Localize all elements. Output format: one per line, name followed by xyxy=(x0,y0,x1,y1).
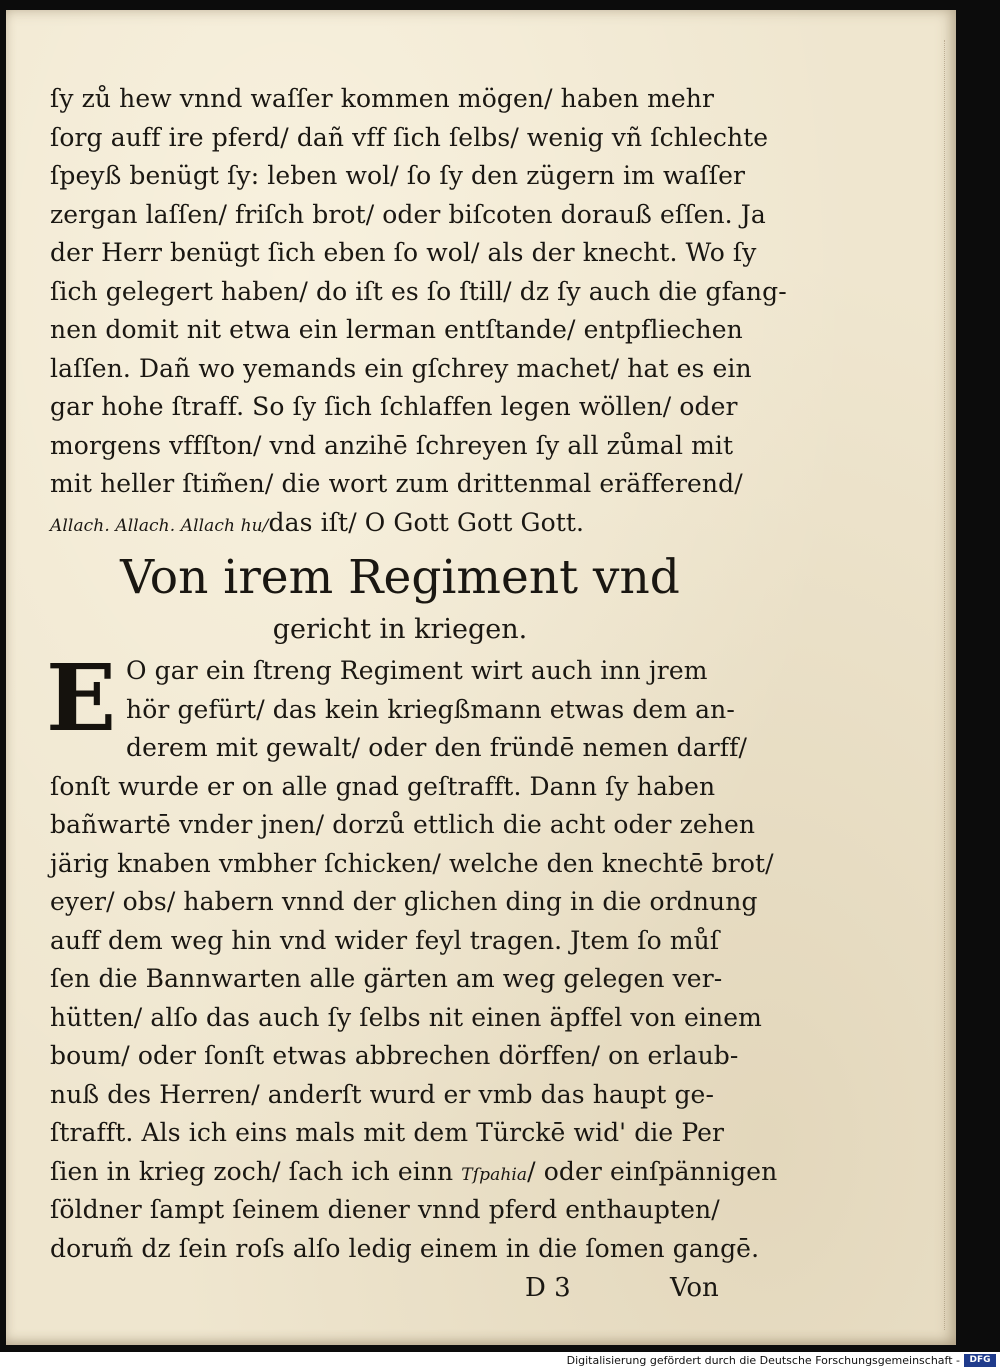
tspahia-term: Tſpahia xyxy=(461,1164,528,1185)
text-line: ſy zů hew vnnd waſſer kommen mögen/ haben mehr xyxy=(50,84,715,113)
book-page xyxy=(6,10,956,1345)
text-line: ſich gelegert haben/ do iſt es ſo ſtill/ dz ſy auch die gfang- xyxy=(50,276,787,306)
text-line: boum/ oder ſonſt etwas abbrechen dörffen/ on erlaub- xyxy=(50,1041,739,1070)
decorated-initial: E xyxy=(45,644,117,752)
text-line: ſtrafft. Als ich eins mals mit dem Türckē wid' die Per xyxy=(50,1118,725,1147)
text-line-final xyxy=(50,504,750,543)
funding-text: Digitalisierung gefördert durch die Deutsche Forschungsgemeinschaft - xyxy=(566,1354,960,1367)
dfg-logo-icon: DFG xyxy=(964,1354,996,1367)
text-line: zergan laſſen/ friſch brot/ oder biſcoten dorauß eſſen. Ja xyxy=(50,199,766,229)
text-line: hör gefürt/ das kein kriegßmann etwas dem an- xyxy=(126,694,735,724)
text-line: ſpeyß benügt ſy: leben wol/ ſo ſy den zügern im waſſer xyxy=(50,161,746,190)
text-line xyxy=(50,1153,778,1192)
text-line: bañwartē vnder jnen/ dorzů ettlich die acht oder zehen xyxy=(50,810,756,839)
section-heading: Von irem Regiment vnd xyxy=(120,550,680,605)
page-text xyxy=(45,80,787,1308)
catchword: Von xyxy=(670,1273,719,1303)
page-footer-marks xyxy=(50,1268,750,1308)
text-line: eyer/ obs/ habern vnnd der glichen ding in die ordnung xyxy=(50,887,758,916)
signature-mark: D 3 xyxy=(525,1273,571,1303)
text-fragment: das iſt/ O Gott Gott Gott. xyxy=(268,507,585,537)
section-subheading: gericht in kriegen. xyxy=(272,614,528,645)
text-line: auff dem weg hin vnd wider feyl tragen. Jtem ſo můſ xyxy=(50,925,720,955)
text-line: O gar ein ſtreng Regiment wirt auch inn jrem xyxy=(126,656,708,685)
text-line: ſöldner ſampt ſeinem diener vnnd pferd enthaupten/ xyxy=(50,1195,720,1224)
text-line: laſſen. Dañ wo yemands ein gſchrey machet/ hat es ein xyxy=(50,353,752,383)
text-line: ſen die Bannwarten alle gärten am weg gelegen ver- xyxy=(50,964,723,993)
paragraph-with-initial xyxy=(45,644,750,768)
text-line: dorum̃ dz ſein roſs alſo ledig einem in die ſomen gangē. xyxy=(50,1233,760,1263)
text-line: nen domit nit etwa ein lerman entſtande/ entpfliechen xyxy=(50,315,743,344)
text-line: der Herr benügt ſich eben ſo wol/ als der knecht. Wo ſy xyxy=(50,238,757,267)
page-edge xyxy=(944,40,949,1330)
text-line: morgens vffſton/ vnd anzihē ſchreyen ſy all zůmal mit xyxy=(50,430,734,460)
text-line: derem mit gewalt/ oder den fründē nemen darff/ xyxy=(126,733,747,762)
text-line: hütten/ alſo das auch ſy ſelbs nit einen äpffel von einem xyxy=(50,1002,762,1032)
text-fragment: ſien in krieg zoch/ ſach ich einn xyxy=(50,1156,454,1186)
funding-footer xyxy=(0,1352,1000,1369)
text-line: gar hohe ſtraff. So ſy ſich ſchlaffen legen wöllen/ oder xyxy=(50,392,738,421)
arabic-invocation: Allach. Allach. Allach hu/ xyxy=(50,515,269,536)
text-line: ſonſt wurde er on alle gnad geſtrafft. Dann ſy haben xyxy=(50,771,716,801)
text-line: järig knaben vmbher ſchicken/ welche den knechtē brot/ xyxy=(50,848,774,878)
text-line: ſorg auff ire pferd/ dañ vff ſich ſelbs/ wenig vñ ſchlechte xyxy=(50,122,769,152)
text-line: nuß des Herren/ anderſt wurd er vmb das haupt ge- xyxy=(50,1079,714,1109)
text-fragment: / oder einſpännigen xyxy=(527,1156,778,1186)
text-line: mit heller ſtim̃en/ die wort zum drittenmal eräfferend/ xyxy=(50,469,743,498)
